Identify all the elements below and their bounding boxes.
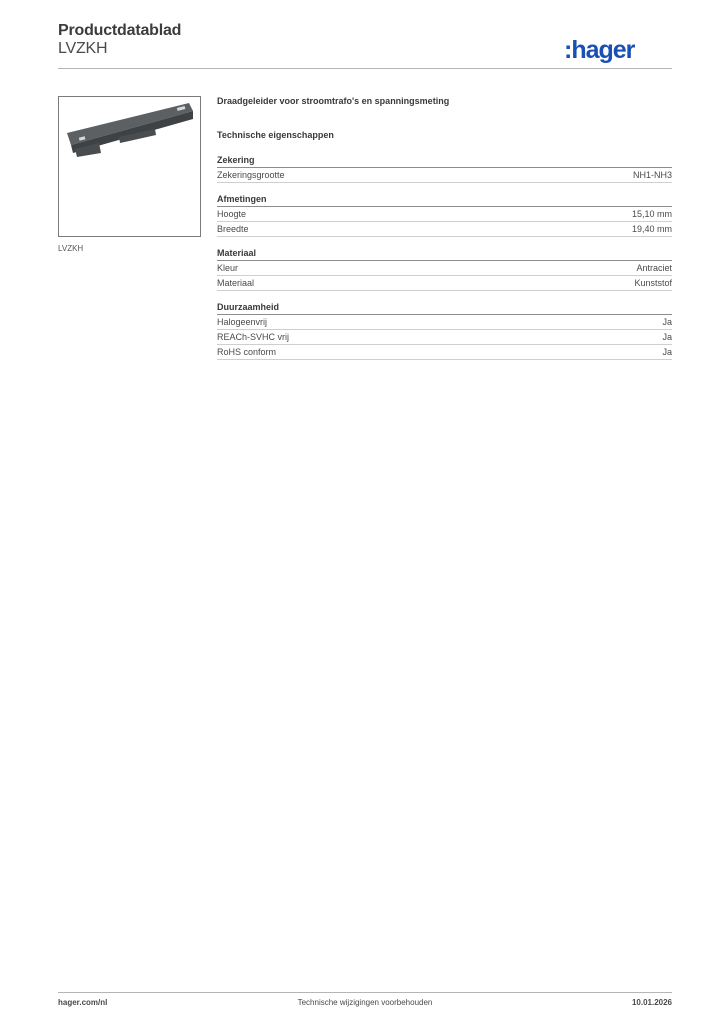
footer-note: Technische wijzigingen voorbehouden xyxy=(297,998,433,1007)
footer-date: 10.01.2026 xyxy=(631,998,672,1007)
image-caption: LVZKH xyxy=(58,244,84,253)
spec-label: Materiaal xyxy=(217,278,255,288)
spec-row xyxy=(217,315,672,330)
spec-label: Breedte xyxy=(217,224,249,234)
spec-value: NH1-NH3 xyxy=(632,170,672,180)
product-specs xyxy=(217,96,672,360)
page-footer xyxy=(58,998,672,1010)
section-title: Duurzaamheid xyxy=(217,301,672,315)
spec-row xyxy=(217,207,672,222)
section-title: Materiaal xyxy=(217,247,672,261)
product-image xyxy=(58,96,201,237)
spec-row xyxy=(217,168,672,183)
spec-section-afmetingen xyxy=(217,193,672,237)
spec-value: 15,10 mm xyxy=(631,209,672,219)
spec-value: Ja xyxy=(662,347,672,357)
spec-label: Kleur xyxy=(217,263,239,273)
spec-label: Halogeenvrij xyxy=(217,317,268,327)
spec-label: REACh-SVHC vrij xyxy=(217,332,290,342)
product-code: LVZKH xyxy=(58,40,108,57)
spec-value: Ja xyxy=(662,317,672,327)
spec-label: Zekeringsgrootte xyxy=(217,170,285,180)
spec-value: Antraciet xyxy=(636,263,672,273)
tech-properties-heading: Technische eigenschappen xyxy=(217,130,334,140)
svg-text::hager: :hager xyxy=(564,36,635,64)
product-photo-gray-bar-icon xyxy=(59,97,200,236)
website-link[interactable]: hager.com/nl xyxy=(58,998,108,1007)
spec-row xyxy=(217,345,672,360)
spec-section-zekering xyxy=(217,154,672,183)
spec-value: 19,40 mm xyxy=(631,224,672,234)
spec-value: Ja xyxy=(662,332,672,342)
product-description: Draadgeleider voor stroomtrafo's en spanningsmeting xyxy=(217,96,450,106)
header-divider xyxy=(58,68,672,69)
page-header xyxy=(58,22,672,68)
spec-row xyxy=(217,261,672,276)
section-title: Zekering xyxy=(217,154,672,168)
spec-section-duurzaamheid xyxy=(217,301,672,360)
footer-divider xyxy=(58,992,672,993)
spec-label: RoHS conform xyxy=(217,347,277,357)
spec-section-materiaal xyxy=(217,247,672,291)
section-title: Afmetingen xyxy=(217,193,672,207)
spec-row xyxy=(217,276,672,291)
document-title: Productdatablad xyxy=(58,22,182,39)
spec-label: Hoogte xyxy=(217,209,247,219)
spec-row xyxy=(217,330,672,345)
spec-row xyxy=(217,222,672,237)
spec-value: Kunststof xyxy=(634,278,672,288)
hager-logo xyxy=(564,36,654,66)
